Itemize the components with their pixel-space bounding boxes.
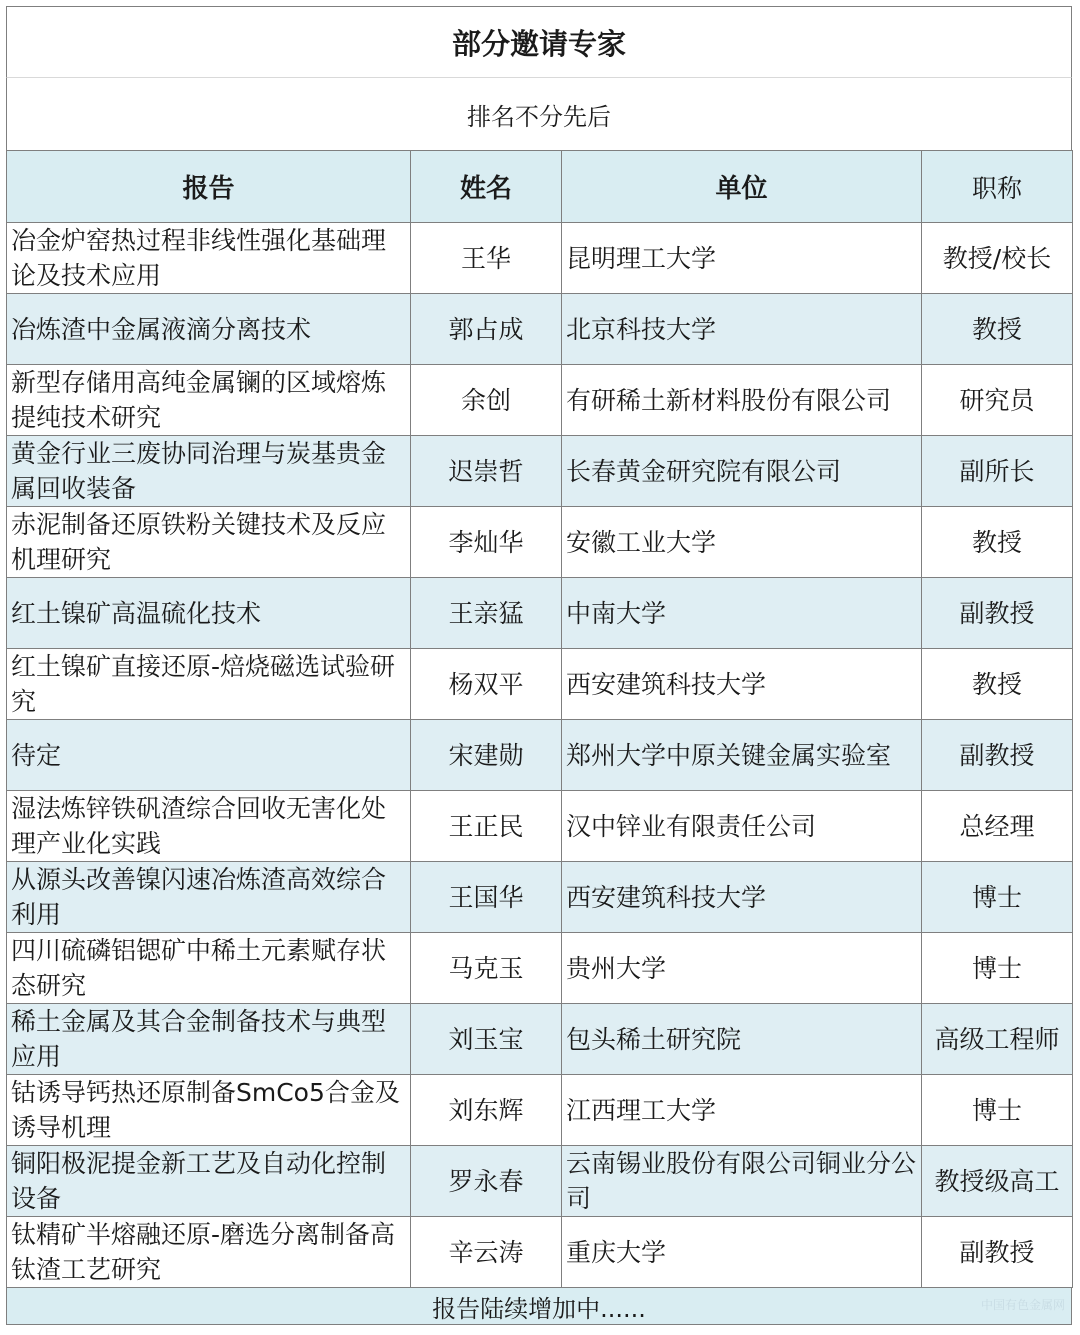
table-row <box>7 649 1073 720</box>
cell-unit: 安徽工业大学 <box>562 507 922 578</box>
cell-report: 待定 <box>7 720 411 791</box>
cell-report: 钛精矿半熔融还原-磨选分离制备高钛渣工艺研究 <box>7 1217 411 1288</box>
cell-title: 教授 <box>922 294 1073 365</box>
cell-unit: 有研稀土新材料股份有限公司 <box>562 365 922 436</box>
cell-unit: 重庆大学 <box>562 1217 922 1288</box>
cell-unit: 包头稀土研究院 <box>562 1004 922 1075</box>
cell-title: 副教授 <box>922 720 1073 791</box>
cell-title: 高级工程师 <box>922 1004 1073 1075</box>
header-name: 姓名 <box>411 151 562 223</box>
cell-name: 马克玉 <box>411 933 562 1004</box>
table-row <box>7 933 1073 1004</box>
cell-name: 杨双平 <box>411 649 562 720</box>
cell-unit: 西安建筑科技大学 <box>562 649 922 720</box>
cell-report: 红土镍矿高温硫化技术 <box>7 578 411 649</box>
table-row <box>7 1004 1073 1075</box>
cell-report: 冶金炉窑热过程非线性强化基础理论及技术应用 <box>7 223 411 294</box>
cell-title: 教授/校长 <box>922 223 1073 294</box>
cell-report: 新型存储用高纯金属镧的区域熔炼提纯技术研究 <box>7 365 411 436</box>
cell-unit: 西安建筑科技大学 <box>562 862 922 933</box>
table-row <box>7 223 1073 294</box>
cell-unit: 长春黄金研究院有限公司 <box>562 436 922 507</box>
experts-sheet <box>6 6 1072 1325</box>
cell-report: 铜阳极泥提金新工艺及自动化控制设备 <box>7 1146 411 1217</box>
cell-title: 总经理 <box>922 791 1073 862</box>
cell-title: 教授级高工 <box>922 1146 1073 1217</box>
cell-unit: 北京科技大学 <box>562 294 922 365</box>
cell-name: 王亲猛 <box>411 578 562 649</box>
table-row <box>7 720 1073 791</box>
footer-row <box>6 1288 1072 1325</box>
header-unit: 单位 <box>562 151 922 223</box>
cell-title: 副所长 <box>922 436 1073 507</box>
table-row <box>7 1075 1073 1146</box>
table-row <box>7 578 1073 649</box>
cell-unit: 中南大学 <box>562 578 922 649</box>
cell-unit: 云南锡业股份有限公司铜业分公司 <box>562 1146 922 1217</box>
cell-report: 稀土金属及其合金制备技术与典型应用 <box>7 1004 411 1075</box>
table-row <box>7 507 1073 578</box>
header-report: 报告 <box>7 151 411 223</box>
cell-title: 博士 <box>922 933 1073 1004</box>
cell-name: 宋建勋 <box>411 720 562 791</box>
cell-unit: 汉中锌业有限责任公司 <box>562 791 922 862</box>
cell-name: 王华 <box>411 223 562 294</box>
cell-unit: 郑州大学中原关键金属实验室 <box>562 720 922 791</box>
table-row <box>7 1146 1073 1217</box>
cell-name: 余创 <box>411 365 562 436</box>
cell-report: 冶炼渣中金属液滴分离技术 <box>7 294 411 365</box>
cell-name: 迟崇哲 <box>411 436 562 507</box>
table-row <box>7 294 1073 365</box>
cell-name: 李灿华 <box>411 507 562 578</box>
cell-unit: 贵州大学 <box>562 933 922 1004</box>
cell-name: 刘东辉 <box>411 1075 562 1146</box>
cell-title: 教授 <box>922 507 1073 578</box>
cell-name: 郭占成 <box>411 294 562 365</box>
footer-text: 报告陆续增加中...... <box>432 1294 646 1323</box>
experts-table <box>6 150 1073 1288</box>
page-title <box>6 6 1072 78</box>
cell-report: 黄金行业三废协同治理与炭基贵金属回收装备 <box>7 436 411 507</box>
table-row <box>7 1217 1073 1288</box>
cell-name: 王国华 <box>411 862 562 933</box>
cell-report: 从源头改善镍闪速冶炼渣高效综合利用 <box>7 862 411 933</box>
table-row <box>7 365 1073 436</box>
cell-title: 副教授 <box>922 1217 1073 1288</box>
header-row <box>7 151 1073 223</box>
cell-title: 教授 <box>922 649 1073 720</box>
cell-unit: 江西理工大学 <box>562 1075 922 1146</box>
table-row <box>7 436 1073 507</box>
table-row <box>7 791 1073 862</box>
title-text: 部分邀请专家 <box>451 26 626 61</box>
cell-report: 钴诱导钙热还原制备SmCo5合金及诱导机理 <box>7 1075 411 1146</box>
cell-report: 湿法炼锌铁矾渣综合回收无害化处理产业化实践 <box>7 791 411 862</box>
cell-report: 四川硫磷铝锶矿中稀土元素赋存状态研究 <box>7 933 411 1004</box>
subtitle-row <box>6 78 1072 150</box>
cell-title: 博士 <box>922 862 1073 933</box>
cell-report: 红土镍矿直接还原-焙烧磁选试验研究 <box>7 649 411 720</box>
table-row <box>7 862 1073 933</box>
cell-title: 博士 <box>922 1075 1073 1146</box>
header-title: 职称 <box>922 151 1073 223</box>
cell-name: 辛云涛 <box>411 1217 562 1288</box>
cell-title: 研究员 <box>922 365 1073 436</box>
cell-name: 王正民 <box>411 791 562 862</box>
watermark: 中国有色金属网 <box>980 1298 1065 1312</box>
table-body <box>7 223 1073 1288</box>
cell-unit: 昆明理工大学 <box>562 223 922 294</box>
cell-report: 赤泥制备还原铁粉关键技术及反应机理研究 <box>7 507 411 578</box>
cell-name: 刘玉宝 <box>411 1004 562 1075</box>
cell-name: 罗永春 <box>411 1146 562 1217</box>
subtitle-text: 排名不分先后 <box>467 102 611 131</box>
cell-title: 副教授 <box>922 578 1073 649</box>
